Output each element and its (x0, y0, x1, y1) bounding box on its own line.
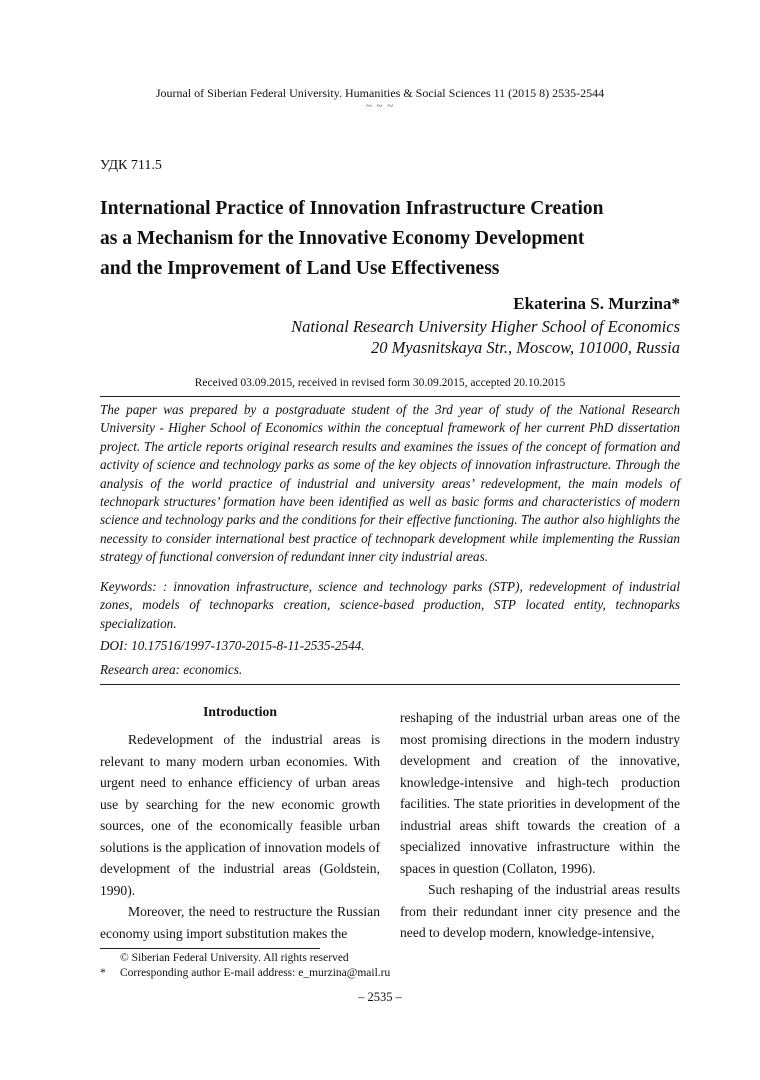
paragraph: Such reshaping of the industrial areas results from their redundant inner city presence and the need to develop modern, knowledge-intensive, (400, 882, 680, 940)
title-line: and the Improvement of Land Use Effectiveness (100, 258, 500, 279)
title-line: International Practice of Innovation Infrastructure Creation (100, 198, 604, 219)
paragraph: reshaping of the industrial urban areas one of the most promising directions in the modern industry development and creation of the innovative, knowledge-intensive and high-tech production facilities. The state priorities in development of the industrial areas shift towards the creation of a specialized innovative infrastructure within the spaces in question (Collaton, 1996). (400, 710, 680, 876)
affiliation-address: 20 Myasnitskaya Str., Moscow, 101000, Russia (370, 338, 680, 357)
author-affiliation (291, 316, 680, 358)
divider-bottom (100, 684, 680, 685)
copyright-note: © Siberian Federal University. All rights reserved (120, 952, 349, 964)
journal-header: Journal of Siberian Federal University. Humanities & Social Sciences 11 (2015 8) 2535-2544 (155, 86, 605, 100)
footnote-divider (100, 948, 320, 949)
affiliation-line: National Research University Higher School of Economics (291, 317, 680, 336)
section-heading: Introduction (203, 704, 277, 719)
received-dates: Received 03.09.2015, received in revised form 30.09.2015, accepted 20.10.2015 (194, 377, 566, 389)
abstract: The paper was prepared by a postgraduate student of the 3rd year of study of the National Research University - Higher School of Economics within the conceptual framework of her current PhD dissertation project. The article reports original research results and examines the issues of the concept of formation and activity of science and technology parks as some of the key objects of innovation infrastructure. Through the analysis of the world practice of industrial and university areas’ redevelopment, the main models of technopark structures’ formation have been identified as well as basic forms and characteristics of modern science and technology parks and the conditions for their effective functioning. The author also highlights the necessity to consider international best practice of technopark development while implementing the Russian strategy of functional conversion of redundant inner city industrial areas. (100, 402, 680, 565)
body-column-right (400, 707, 680, 944)
keywords: Keywords: : innovation infrastructure, science and technology parks (STP), redevelopment of industrial zones, models of technoparks creation, science-based production, STP located entity, technoparks specialization. (100, 579, 680, 631)
paragraph: Redevelopment of the industrial areas is relevant to many modern urban economies. With urgent need to enhance efficiency of urban areas use by searching for the new economic growth sources, one of the economically feasible urban solutions is the application of innovation models of development of the industrial areas (Goldstein, 1990). (100, 732, 380, 898)
title-line: as a Mechanism for the Innovative Economy Development (100, 228, 585, 249)
doi: DOI: 10.17516/1997-1370-2015-8-11-2535-2544. (100, 638, 365, 653)
body-column-left (100, 729, 380, 944)
research-area: Research area: economics. (100, 662, 243, 677)
divider-top (100, 396, 680, 397)
paragraph: Moreover, the need to restructure the Russian economy using import substitution makes the (100, 904, 380, 941)
corresponding-author-note (100, 966, 390, 981)
page-number: – 2535 – (358, 990, 402, 1004)
author-name: Ekaterina S. Murzina* (513, 294, 680, 313)
header-ornament: ~ ~ ~ (365, 100, 395, 112)
udk-code: УДК 711.5 (100, 158, 162, 173)
footnote-marker: * (100, 967, 106, 979)
corresponding-email: Corresponding author E-mail address: e_murzina@mail.ru (120, 967, 391, 979)
paper-title (100, 194, 660, 284)
